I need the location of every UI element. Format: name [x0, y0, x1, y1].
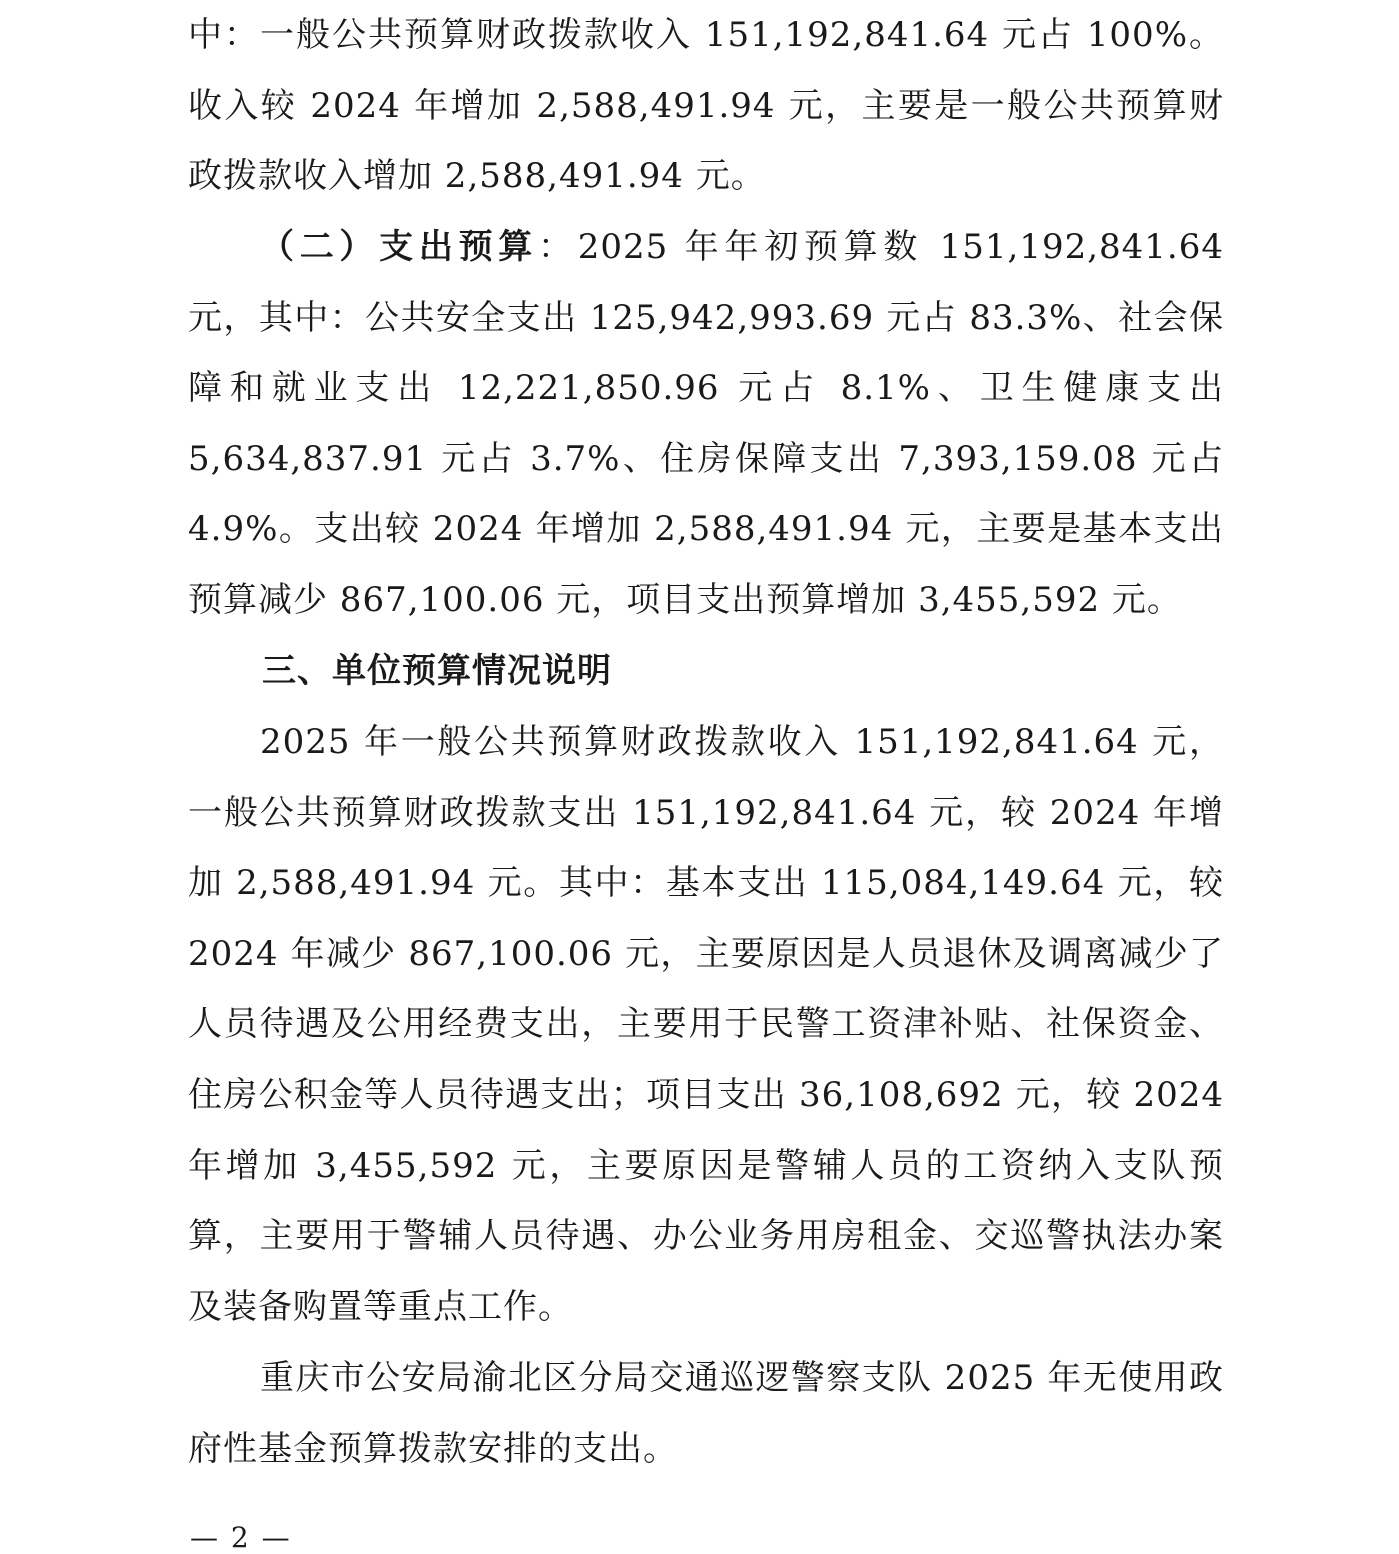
paragraph-income-continuation: 中：一般公共预算财政拨款收入 151,192,841.64 元占 100%。收入较 2024 年增加 2,588,491.94 元，主要是一般公共预算财政拨款收入增加 2,588,491.94 元。	[188, 15, 1224, 197]
section-heading-unit-budget: 三、单位预算情况说明	[262, 651, 612, 691]
expenditure-budget-label: （二）支出预算	[260, 227, 539, 267]
paragraph-expenditure-budget	[188, 212, 1224, 636]
expenditure-budget-text: ：2025 年年初预算数 151,192,841.64 元，其中：公共安全支出 125,942,993.69 元占 83.3%、社会保障和就业支出 12,221,850.96 元占 8.1%、卫生健康支出 5,634,837.91 元占 3.7%、住房保障支出 7,393,159.08 元占 4.9%。支出较 2024 年增加 2,588,491.94 元，主要是基本支出预算减少 867,100.06 元，项目支出预算增加 3,455,592 元。	[188, 227, 1225, 620]
paragraph-government-fund: 重庆市公安局渝北区分局交通巡逻警察支队 2025 年无使用政府性基金预算拨款安排的支出。	[188, 1358, 1224, 1469]
page-number: — 2 —	[190, 1521, 292, 1554]
paragraph-unit-budget: 2025 年一般公共预算财政拨款收入 151,192,841.64 元，一般公共预算财政拨款支出 151,192,841.64 元，较 2024 年增加 2,588,491.94 元。其中：基本支出 115,084,149.64 元，较 2024 年减少 867,100.06 元，主要原因是人员退休及调离减少了人员待遇及公用经费支出，主要用于民警工资津补贴、社保资金、住房公积金等人员待遇支出；项目支出 36,108,692 元，较 2024 年增加 3,455,592 元，主要原因是警辅人员的工资纳入支队预算，主要用于警辅人员待遇、办公业务用房租金、交巡警执法办案及装备购置等重点工作。	[188, 722, 1224, 1327]
